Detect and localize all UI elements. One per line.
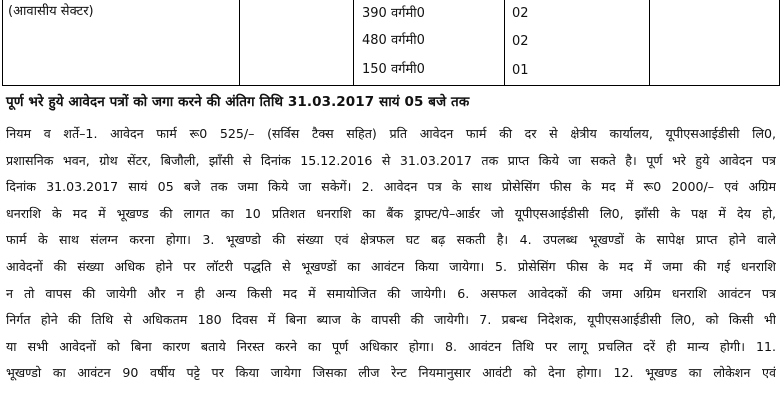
- table-column-divider: [239, 0, 240, 86]
- paragraph-line: आवेदनों की संख्या अधिक होने पर लॉटरी पद्धति से भूखण्डों का आवंटन किया जायेगा। 5. प्रोसेसिंग फीस के मद में जमा की गई धनराशि: [6, 258, 776, 274]
- table-row-count: 02: [512, 34, 529, 49]
- deadline-heading: पूर्ण भरे हुये आवेदन पत्रों को जगा करने की अंतिग तिथि 31.03.2017 सायं 05 बजे तक: [6, 94, 470, 110]
- table-row-area: 150 वर्गमी0: [362, 62, 425, 77]
- table-category-cell: (आवासीय सेक्टर): [8, 4, 94, 19]
- paragraph-line: या सभी आवेदनों को बिना कारण बताये निरस्त करने का पूर्ण अधिकार होगा। 8. आवंटन तिथि पर लागू प्रचलित दरें ही मान्य होगी। 11.: [6, 338, 776, 354]
- table-column-divider: [649, 0, 650, 86]
- table-row-count: 01: [512, 63, 529, 78]
- paragraph-line: भूखण्डो का आवंटन 90 वर्षीय पट्टे पर किया जायेगा जिसका लीज रेन्ट नियमानुसार आवंटी को देना होगा। 12. भूखण्ड का लोकेशन एवं: [6, 365, 776, 381]
- table-border-left: [2, 0, 3, 86]
- table-column-divider: [353, 0, 354, 86]
- paragraph-line: फार्म के साथ संलग्न करना होगा। 3. भूखण्डो की संख्या एवं क्षेत्रफल घट बढ़ सकती है। 4. उपलब्ध भूखण्डों के सापेक्ष प्राप्त होने वाले: [6, 232, 776, 248]
- paragraph-line: प्रशासनिक भवन, ग्रोथ सेंटर, बिजौली, झाँसी से दिनांक 15.12.2016 से 31.03.2017 तक प्राप्त किये जा सकते है। पूर्ण भरे हुये आवेदन पत्र: [6, 152, 776, 168]
- table-border-right: [779, 0, 780, 86]
- paragraph-line: निर्गत होने की तिथि से अधिकतम 180 दिवस में बिना ब्याज के वापसी की जायेगी। 7. प्रबन्ध निदेशक, यूपीएसआईडीसी लि0, को किसी भी: [6, 312, 776, 328]
- table-border-bottom: [2, 85, 780, 86]
- paragraph-line: न तो वापस की जायेगी और न ही अन्य किसी मद में समायोजित की जायेगी। 6. असफल आवेदकों की जमा अग्रिम धनराशि आवंटन पत्र: [6, 285, 776, 301]
- table-column-divider: [504, 0, 505, 86]
- table-row-count: 02: [512, 6, 529, 21]
- table-row-area: 480 वर्गमी0: [362, 33, 425, 48]
- paragraph-line: धनराशि के मद में भूखण्ड की लागत का 10 प्रतिशत धनराशि का बैंक ड्राफ्ट/पे–आर्डर जो यूपीएसआईडीसी लि0, झाँसी के पक्ष में देय हो,: [6, 205, 776, 221]
- plots-table: [2, 0, 780, 86]
- terms-paragraph: [6, 121, 776, 387]
- table-row-area: 390 वर्गमी0: [362, 6, 425, 21]
- paragraph-line: दिनांक 31.03.2017 सायं 05 बजे तक जमा किये जा सकेगें। 2. आवेदन पत्र के साथ प्रोसेसिंग फीस के मद में रू0 2000/– एवं अग्रिम: [6, 179, 776, 195]
- paragraph-line: नियम व शर्ते–1. आवेदन फार्म रू0 525/– (सर्विस टैक्स सहित) प्रति आवेदन फार्म की दर से क्षेत्रीय कार्यालय, यूपीएसआईडीसी लि0,: [6, 126, 776, 141]
